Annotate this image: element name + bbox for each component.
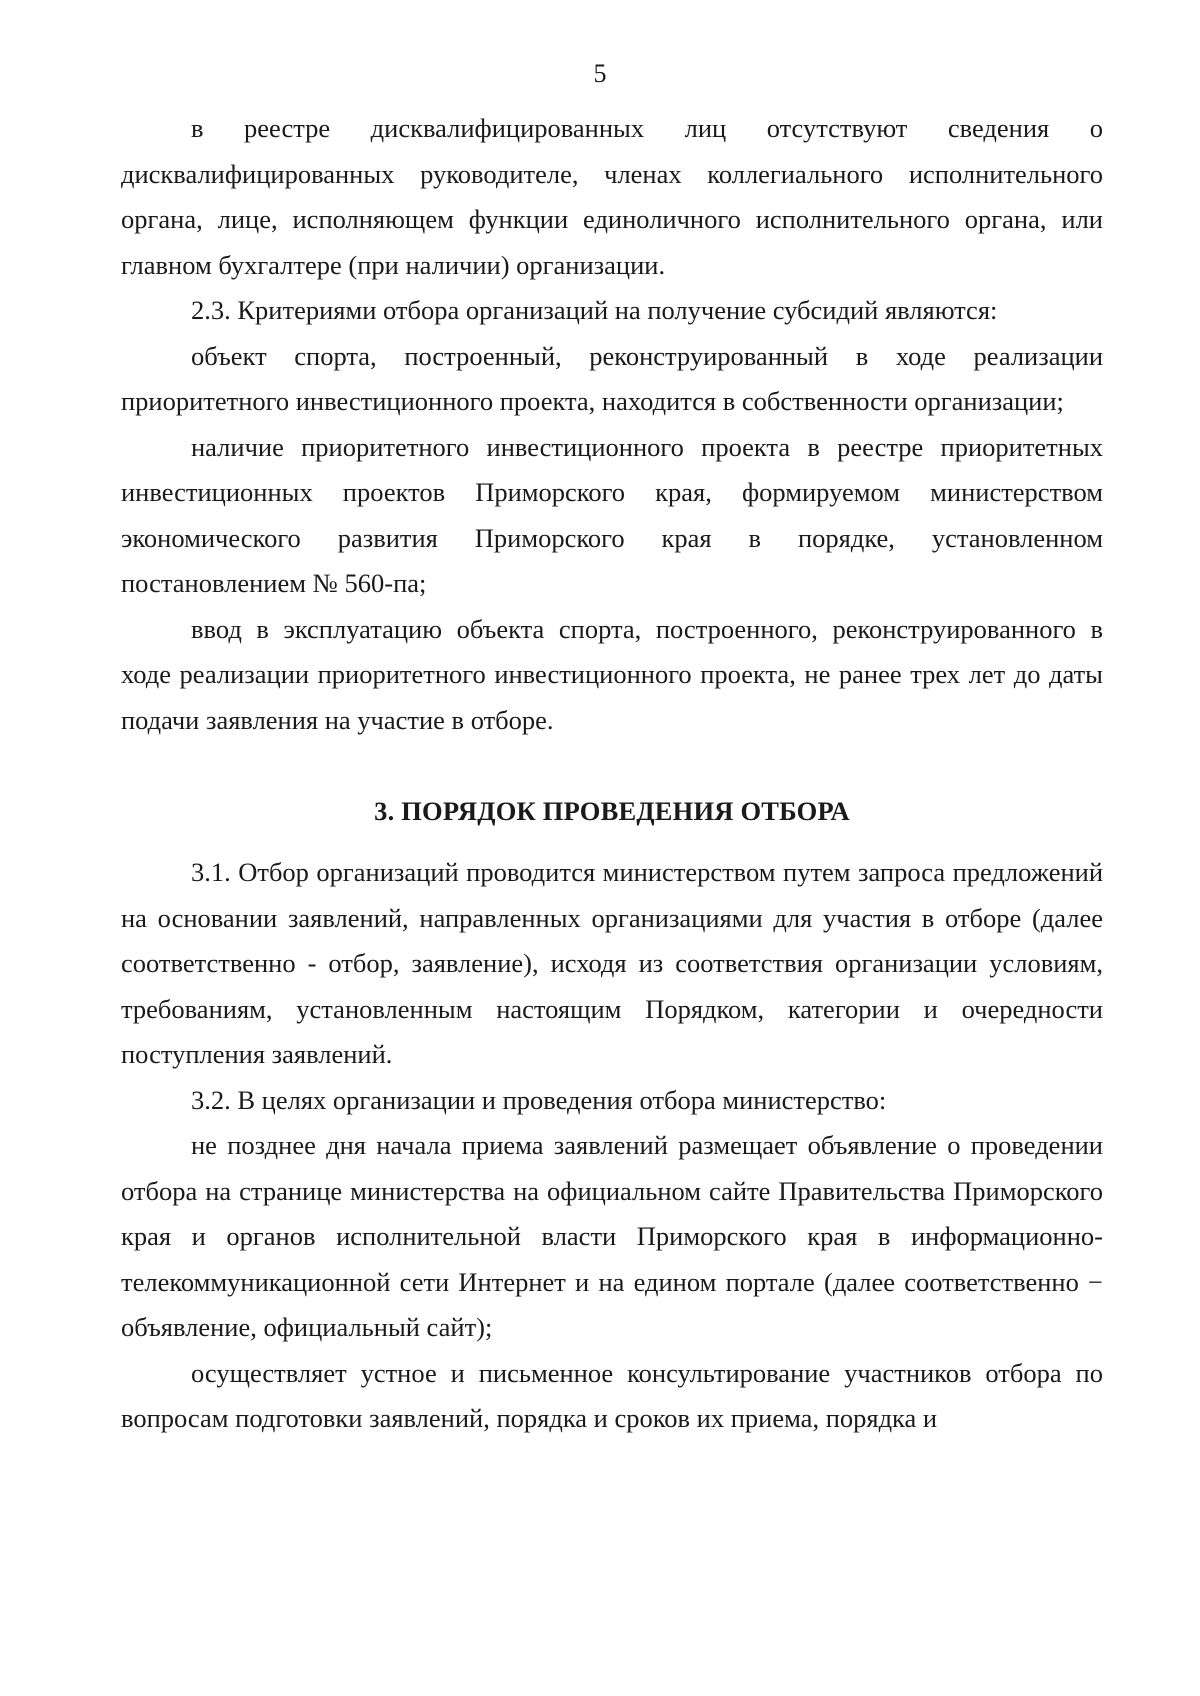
paragraph-criterion-commissioning: ввод в эксплуатацию объекта спорта, построенного, реконструированного в ходе реализации приоритетного инвестиционного проекта, не ранее трех лет до даты подачи заявления на участие в отборе. (121, 613, 1103, 735)
page-number: 5 (593, 59, 607, 88)
paragraph-criterion-ownership: объект спорта, построенный, реконструированный в ходе реализации приоритетного инвестиционного проекта, находится в собственности организации; (121, 340, 1103, 416)
paragraph-3-1: 3.1. Отбор организаций проводится министерством путем запроса предложений на основании заявлений, направленных организациями для участия в отборе (далее соответственно - отбор, заявление), исходя из соответствия организации условиям, требованиям, установленным настоящим Порядком, категории и очередности поступления заявлений. (121, 857, 1103, 1069)
section-heading: 3. ПОРЯДОК ПРОВЕДЕНИЯ ОТБОРА (374, 796, 850, 826)
paragraph-announcement: не позднее дня начала приема заявлений размещает объявление о проведении отбора на странице министерства на официальном сайте Правительства Приморского края и органов исполнительной власти Приморского края в информационно-телекоммуникационной сети Интернет и на едином портале (далее соответственно − объявление, официальный сайт); (121, 1130, 1103, 1342)
paragraph-criterion-registry: наличие приоритетного инвестиционного проекта в реестре приоритетных инвестиционных проектов Приморского края, формируемом министерством экономического развития Приморского края в порядке, установленном постановлением № 560-па; (121, 431, 1103, 598)
document-body (121, 106, 1103, 1442)
paragraph-consulting: осуществляет устное и письменное консультирование участников отбора по вопросам подготовки заявлений, порядка и сроков их приема, порядка и (121, 1357, 1103, 1433)
paragraph-3-2: 3.2. В целях организации и проведения отбора министерство: (191, 1084, 887, 1115)
paragraph-selection-criteria-intro: 2.3. Критериями отбора организаций на получение субсидий являются: (191, 295, 998, 325)
paragraph-disqualified-registry: в реестре дисквалифицированных лиц отсутствуют сведения о дисквалифицированных руководителе, членах коллегиального исполнительного органа, лице, исполняющем функции единоличного исполнительного органа, или главном бухгалтере (при наличии) организации. (121, 113, 1103, 280)
